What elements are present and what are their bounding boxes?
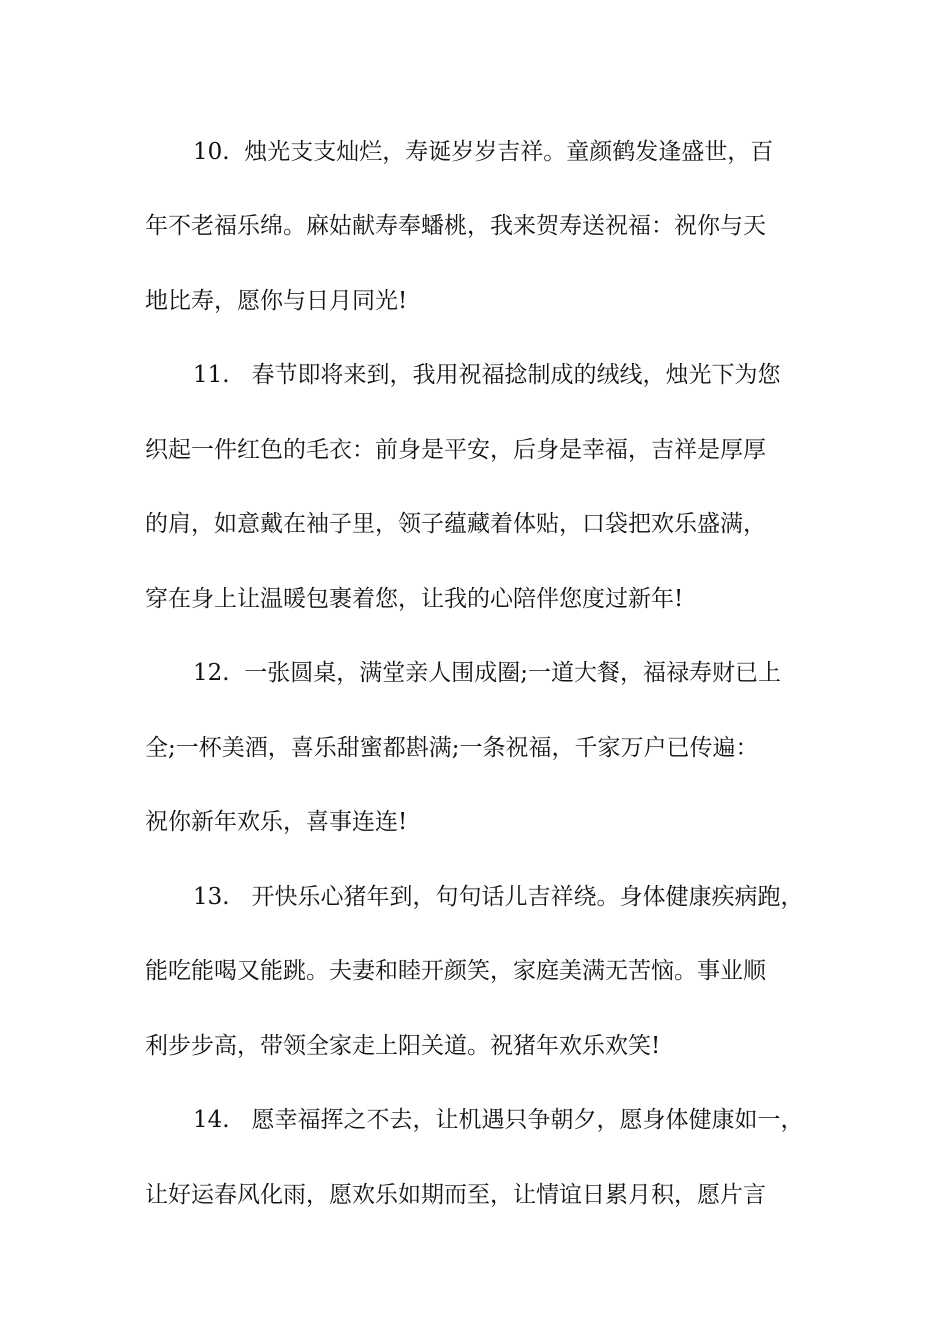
paragraph-13-line-2: 能吃能喝又能跳。夫妻和睦开颜笑，家庭美满无苦恼。事业顺 [145, 958, 766, 984]
paragraph-12-line-2: 全;一杯美酒，喜乐甜蜜都斟满;一条祝福，千家万户已传遍： [145, 735, 759, 761]
paragraph-10-line-2: 年不老福乐绵。麻姑献寿奉蟠桃，我来贺寿送祝福：祝你与天 [145, 213, 766, 239]
paragraph-13-line-3: 利步步高，带领全家走上阳关道。祝猪年欢乐欢笑! [145, 1033, 661, 1059]
paragraph-13-line-1: 13. 开快乐心猪年到，句句话儿吉祥绕。身体健康疾病跑， [193, 884, 804, 910]
paragraph-12-line-3: 祝你新年欢乐，喜事连连! [145, 809, 408, 835]
paragraph-14-line-1: 14. 愿幸福挥之不去，让机遇只争朝夕，愿身体健康如一， [193, 1107, 804, 1133]
paragraph-11-line-2: 织起一件红色的毛衣：前身是平安，后身是幸福，吉祥是厚厚 [145, 437, 766, 463]
paragraph-11-line-4: 穿在身上让温暖包裹着您，让我的心陪伴您度过新年! [145, 586, 684, 612]
paragraph-12-line-1: 12. 一张圆桌，满堂亲人围成圈;一道大餐，福禄寿财已上 [193, 660, 781, 686]
paragraph-10-line-1: 10. 烛光支支灿烂，寿诞岁岁吉祥。童颜鹤发逢盛世，百 [193, 139, 774, 165]
paragraph-10-line-3: 地比寿，愿你与日月同光! [145, 288, 408, 314]
paragraph-11-line-3: 的肩，如意戴在袖子里，领子蕴藏着体贴，口袋把欢乐盛满， [145, 511, 766, 537]
paragraph-14-line-2: 让好运春风化雨，愿欢乐如期而至，让情谊日累月积，愿片言 [145, 1182, 766, 1208]
paragraph-11-line-1: 11. 春节即将来到，我用祝福捻制成的绒线，烛光下为您 [193, 362, 781, 388]
